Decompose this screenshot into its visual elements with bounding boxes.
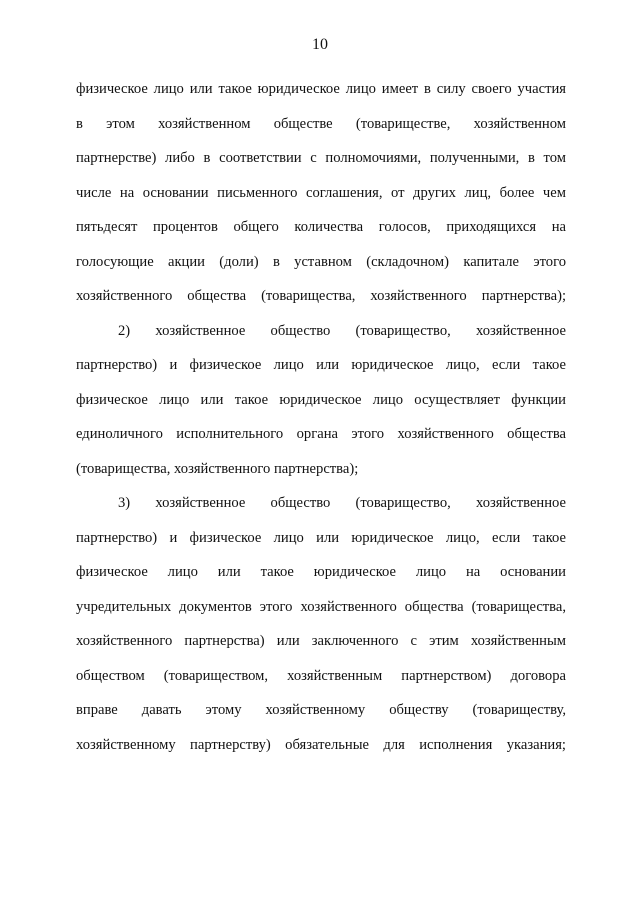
text-line: пятьдесят процентов общего количества голосов, приходящихся на: [76, 219, 566, 235]
list-item-2-first-line: 2) хозяйственное общество (товарищество, хозяйственное: [118, 322, 566, 339]
text-line: учредительных документов этого хозяйственного общества (товарищества,: [76, 598, 566, 615]
text-line: хозяйственного общества (товарищества, хозяйственного партнерства);: [76, 288, 566, 304]
text-line: единоличного исполнительного органа этого хозяйственного общества: [76, 426, 566, 442]
text-line: физическое лицо или такое юридическое лицо на основании: [76, 564, 566, 580]
paragraph-1: [76, 72, 566, 314]
text-line: физическое лицо или такое юридическое лицо имеет в силу своего участия: [76, 81, 566, 97]
text-line: вправе давать этому хозяйственному обществу (товариществу,: [76, 702, 566, 718]
paragraph-3: [76, 486, 566, 762]
list-item-3-first-line: 3) хозяйственное общество (товарищество, хозяйственное: [118, 495, 566, 511]
text-line: партнерство) и физическое лицо или юридическое лицо, если такое: [76, 529, 566, 546]
text-line: голосующие акции (доли) в уставном (складочном) капитале этого: [76, 253, 566, 270]
text-line: хозяйственного партнерства) или заключенного с этим хозяйственным: [76, 633, 566, 649]
text-line: физическое лицо или такое юридическое лицо осуществляет функции: [76, 391, 566, 408]
text-line: числе на основании письменного соглашения, от других лиц, более чем: [76, 184, 566, 201]
text-line: (товарищества, хозяйственного партнерства);: [76, 460, 359, 477]
page-number: 10: [312, 36, 328, 53]
paragraph-2: [76, 314, 566, 487]
text-line: партнерстве) либо в соответствии с полномочиями, полученными, в том: [76, 150, 566, 166]
text-line: в этом хозяйственном обществе (товариществе, хозяйственном: [76, 115, 566, 132]
text-line: обществом (товариществом, хозяйственным партнерством) договора: [76, 667, 566, 684]
body-text: [76, 72, 566, 762]
text-line: хозяйственному партнерству) обязательные для исполнения указания;: [76, 736, 566, 753]
text-line: партнерство) и физическое лицо или юридическое лицо, если такое: [76, 357, 566, 373]
